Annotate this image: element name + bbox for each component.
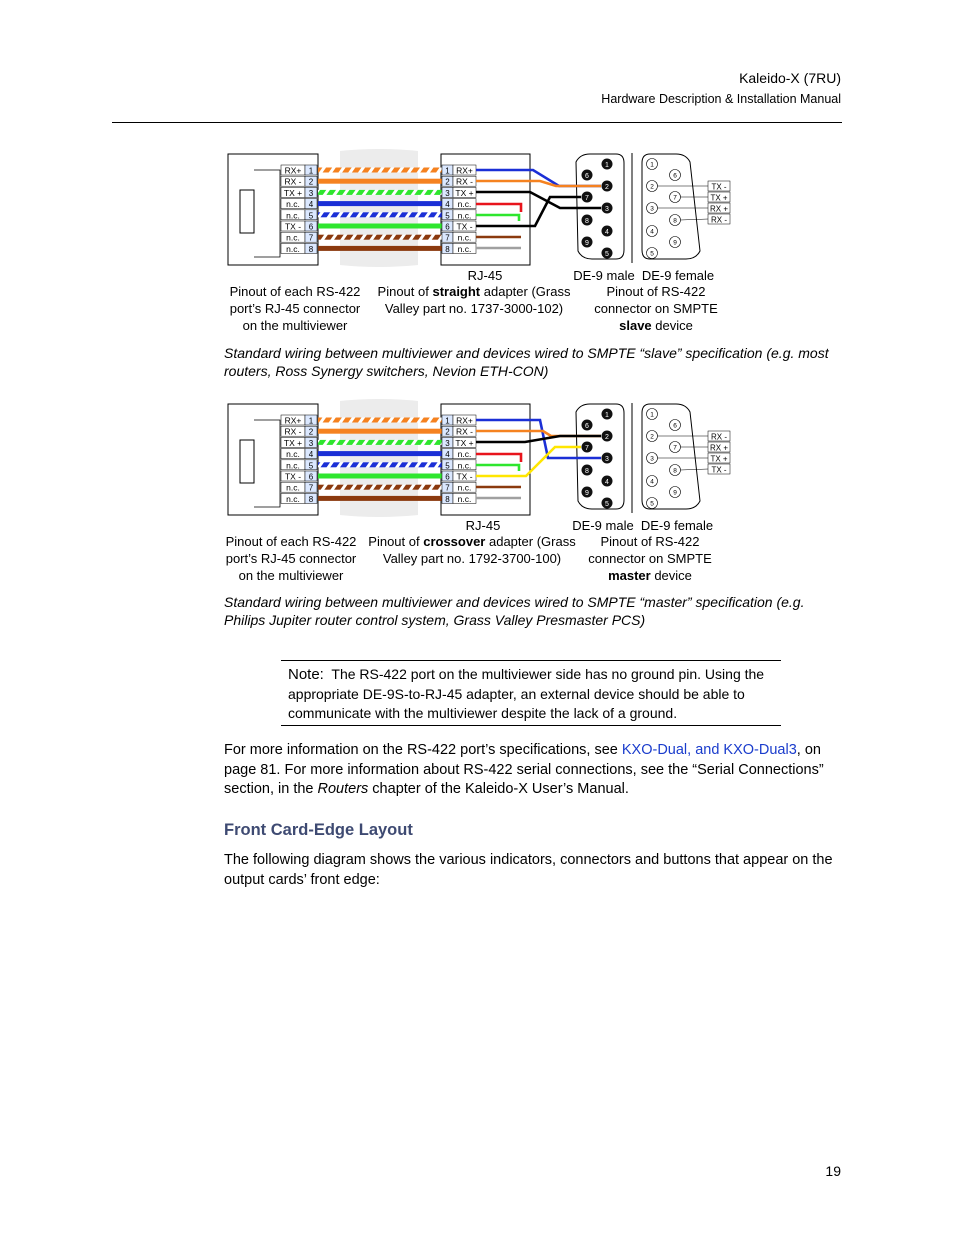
rj45-right-pin-label: RX - [456, 176, 473, 187]
rj45-left-pin-label: RX+ [284, 415, 302, 426]
rj45-right-pin-number: 8 [445, 244, 450, 254]
lead-txplus [476, 436, 601, 442]
de9-female-label: RX + [709, 443, 729, 453]
de9-female-label: TX - [711, 182, 727, 192]
rj45-left-pin-label: n.c. [286, 210, 300, 221]
de9-female-label: RX + [709, 204, 729, 214]
rj45-left-pin-label: TX + [283, 437, 303, 448]
de9-female-socket-number: 4 [650, 228, 654, 236]
rj45-right-pin-number: 8 [445, 494, 450, 504]
de9-female-label: RX - [711, 432, 727, 442]
wire-3 [318, 440, 442, 445]
rj45-left-pin-number: 8 [308, 494, 314, 504]
de9-female-socket-number: 5 [650, 250, 654, 258]
rj45-left-pin-number: 2 [308, 177, 314, 187]
de9-female-socket-number: 2 [650, 183, 654, 191]
de9-male-pin-number: 2 [605, 184, 609, 191]
de9-female-label: RX - [711, 215, 727, 225]
rj45-left-pin-label: RX - [284, 426, 302, 437]
rj45-right-pin-label: n.c. [457, 493, 472, 504]
rj45-right-pin-number: 7 [445, 483, 450, 493]
fig2-caption-left: Pinout of each RS-422 port’s RJ-45 connector on the multiviewer [225, 534, 357, 583]
rj45-jack-left-slot [254, 420, 280, 507]
rj45-right-pin-number: 1 [445, 166, 450, 176]
paragraph-rs422-info: For more information on the RS-422 port’s specifications, see KXO-Dual, and KXO-Dual3, on page 81. For more information about RS-422 serial connections, see the “Serial Connections” section, in the Routers chapter of the Kaleido-X User’s Manual. [224, 742, 824, 797]
wire-2 [318, 429, 442, 434]
section-title: Front Card-Edge Layout [224, 821, 413, 839]
rj45-right-pin-number: 6 [445, 222, 450, 232]
de9-female-socket-number: 9 [673, 489, 677, 497]
rj45-right-pin-number: 5 [445, 211, 450, 221]
rj45-right-pin-label: RX+ [456, 165, 473, 176]
de9-female-socket-number: 7 [673, 444, 677, 452]
rj45-left-pin-label: n.c. [286, 449, 300, 460]
rj45-right-pin-label: TX - [456, 471, 473, 482]
wire-6 [318, 474, 442, 479]
rj45-right-pin-label: n.c. [457, 449, 472, 460]
rj45-right-pin-number: 1 [445, 416, 450, 426]
de9-female-label: TX + [710, 193, 728, 203]
rj45-left-pin-number: 7 [308, 483, 314, 493]
lead-nc4 [476, 454, 521, 462]
de9-male-pin-number: 5 [605, 251, 609, 258]
wire-4 [318, 451, 442, 456]
rj45-left-pin-label: n.c. [286, 243, 300, 254]
wire-4 [318, 201, 442, 206]
rj45-right-pin-label: n.c. [457, 460, 472, 471]
de9-female-socket-number: 1 [650, 161, 654, 169]
kxo-dual-link[interactable]: KXO-Dual, and KXO-Dual3 [621, 742, 797, 758]
fig2-label-rj45: RJ-45 [465, 518, 501, 533]
rj45-left-pin-label: n.c. [286, 460, 300, 471]
de9-male-pin-number: 2 [605, 434, 609, 441]
fig1-caption-mid: Pinout of straight adapter (Grass Valley part no. 1737-3000-102) [377, 284, 571, 316]
rj45-right-pin-number: 2 [445, 177, 450, 187]
wiring-diagram-straight [0, 145, 954, 270]
de9-male-pin-number: 6 [585, 173, 589, 180]
rj45-left-pin-number: 5 [308, 461, 314, 471]
rj45-right-pin-number: 5 [445, 461, 450, 471]
rj45-right-pin-number: 2 [445, 427, 450, 437]
rj45-left-pin-label: TX - [284, 221, 302, 232]
rj45-right-pin-label: n.c. [457, 199, 472, 210]
fig2-caption-mid: Pinout of crossover adapter (Grass Valley part no. 1792-3700-100) [368, 534, 576, 566]
rj45-left-pin-label: n.c. [286, 232, 300, 243]
rj45-right-pin-label: TX + [455, 187, 474, 198]
fig1-italic-caption: Standard wiring between multiviewer and devices wired to SMPTE “slave” specification (e.g. most routers, Ross Synergy switchers, Nevion ETH-CON) [224, 345, 829, 379]
note-text: The RS-422 port on the multiviewer side has no ground pin. Using the appropriate DE-9S-to-RJ-45 adapter, an external device should be able to communicate with the multiviewer despite the lack of a ground. [288, 666, 765, 721]
fig2-label-female: DE-9 female [640, 518, 714, 533]
wire-3 [318, 190, 442, 195]
page-number: 19 [825, 1163, 841, 1179]
rj45-right-pin-label: n.c. [457, 210, 472, 221]
de9-female-lead [681, 469, 709, 470]
fig1-label-female: DE-9 female [641, 268, 715, 283]
header-title: Kaleido-X (7RU) [739, 70, 841, 86]
de9-female-label: TX + [710, 454, 728, 464]
rj45-right-pin-label: TX + [455, 437, 474, 448]
rj45-left-pin-number: 2 [308, 427, 314, 437]
rj45-left-pin-number: 6 [308, 222, 314, 232]
de9-female-socket-number: 5 [650, 500, 654, 508]
de9-male-pin-number: 8 [585, 218, 589, 225]
de9-female-socket-number: 3 [650, 455, 654, 463]
rj45-right-pin-label: RX+ [456, 415, 473, 426]
fig1-caption-right: Pinout of RS-422 connector on SMPTE slave device [594, 284, 718, 333]
wire-1 [318, 418, 442, 423]
rj45-left-pin-label: RX+ [284, 165, 302, 176]
rj45-right-pin-number: 6 [445, 472, 450, 482]
rj45-left-pin-number: 7 [308, 233, 314, 243]
de9-female-socket-number: 8 [673, 217, 677, 225]
rj45-right-pin-number: 4 [445, 200, 450, 210]
de9-female-socket-number: 6 [673, 172, 677, 180]
note [288, 665, 778, 724]
lead-nc4 [476, 204, 521, 212]
de9-female-socket-number: 4 [650, 478, 654, 486]
rj45-left-pin-number: 8 [308, 244, 314, 254]
rj45-left-pin-label: n.c. [286, 482, 300, 493]
rj45-left-pin-label: TX - [284, 471, 302, 482]
wire-7 [318, 235, 442, 240]
header-subtitle: Hardware Description & Installation Manual [601, 92, 841, 106]
lead-txminus [476, 447, 581, 476]
de9-male-pin-number: 1 [605, 162, 609, 169]
de9-male-pin-number: 7 [585, 195, 589, 202]
paragraph-front-edge: The following diagram shows the various indicators, connectors and buttons that appear on the output cards’ front edge: [224, 852, 833, 888]
rj45-right-pin-label: TX - [456, 221, 473, 232]
wiring-diagram-crossover [0, 395, 954, 520]
rj45-right-pin-number: 3 [445, 438, 450, 448]
rj45-left-pin-label: n.c. [286, 493, 300, 504]
fig1-label-male: DE-9 male [573, 268, 635, 283]
rj45-left-pin-label: n.c. [286, 199, 300, 210]
rj45-jack-left-slot [254, 170, 280, 257]
rj45-right-pin-label: n.c. [457, 232, 472, 243]
rj45-right-pin-label: n.c. [457, 243, 472, 254]
fig1-caption-left: Pinout of each RS-422 port’s RJ-45 connector on the multiviewer [229, 284, 361, 333]
de9-male-pin-number: 4 [605, 479, 609, 486]
wire-8 [318, 246, 442, 251]
rj45-left-pin-number: 3 [308, 438, 314, 448]
lead-nc5 [476, 465, 519, 471]
rj45-left-pin-number: 4 [308, 200, 314, 210]
fig1-label-rj45: RJ-45 [467, 268, 503, 283]
lead-nc5 [476, 215, 519, 221]
rj45-right-pin-number: 4 [445, 450, 450, 460]
wire-8 [318, 496, 442, 501]
lead-rxminus [476, 181, 601, 186]
header-rule [112, 122, 842, 123]
rj45-left-pin-label: RX - [284, 176, 302, 187]
lead-txminus [476, 197, 581, 226]
rj45-left-pin-number: 4 [308, 450, 314, 460]
de9-male-pin-number: 3 [605, 456, 609, 463]
de9-male-pin-number: 4 [605, 229, 609, 236]
de9-male-pin-number: 7 [585, 445, 589, 452]
fig2-label-male: DE-9 male [572, 518, 634, 533]
de9-male-pin-number: 9 [585, 490, 589, 497]
wire-7 [318, 485, 442, 490]
de9-male-pin-number: 5 [605, 501, 609, 508]
rj45-right-pin-label: n.c. [457, 482, 472, 493]
rj45-left-pin-number: 3 [308, 188, 314, 198]
rj45-left-pin-number: 6 [308, 472, 314, 482]
rj45-left-pin-number: 1 [308, 166, 314, 176]
rj45-right-pin-number: 3 [445, 188, 450, 198]
de9-female-socket-number: 9 [673, 239, 677, 247]
rj45-left-pin-number: 5 [308, 211, 314, 221]
de9-male-pin-number: 6 [585, 423, 589, 430]
rj45-right-pin-number: 7 [445, 233, 450, 243]
rj45-left-pin-label: TX + [283, 187, 303, 198]
de9-male-pin-number: 9 [585, 240, 589, 247]
wire-5 [318, 212, 442, 217]
de9-female-socket-number: 3 [650, 205, 654, 213]
rj45-left-pin-number: 1 [308, 416, 314, 426]
de9-female-socket-number: 6 [673, 422, 677, 430]
de9-female-socket-number: 8 [673, 467, 677, 475]
rj45-right-pin-label: RX - [456, 426, 473, 437]
de9-female-socket-number: 1 [650, 411, 654, 419]
de9-male-pin-number: 3 [605, 206, 609, 213]
de9-male-pin-number: 8 [585, 468, 589, 475]
wire-5 [318, 462, 442, 467]
fig2-caption-right: Pinout of RS-422 connector on SMPTE master device [588, 534, 712, 583]
de9-female-socket-number: 2 [650, 433, 654, 441]
de9-female-label: TX - [711, 465, 727, 475]
de9-female-lead [681, 219, 709, 220]
de9-female-socket-number: 7 [673, 194, 677, 202]
fig2-italic-caption: Standard wiring between multiviewer and devices wired to SMPTE “master” specification (e.g. Philips Jupiter router control system, Grass Valley Presmaster PCS) [224, 594, 805, 628]
wire-6 [318, 224, 442, 229]
de9-male-pin-number: 1 [605, 412, 609, 419]
note-label: Note: [288, 666, 324, 683]
wire-2 [318, 179, 442, 184]
wire-1 [318, 168, 442, 173]
